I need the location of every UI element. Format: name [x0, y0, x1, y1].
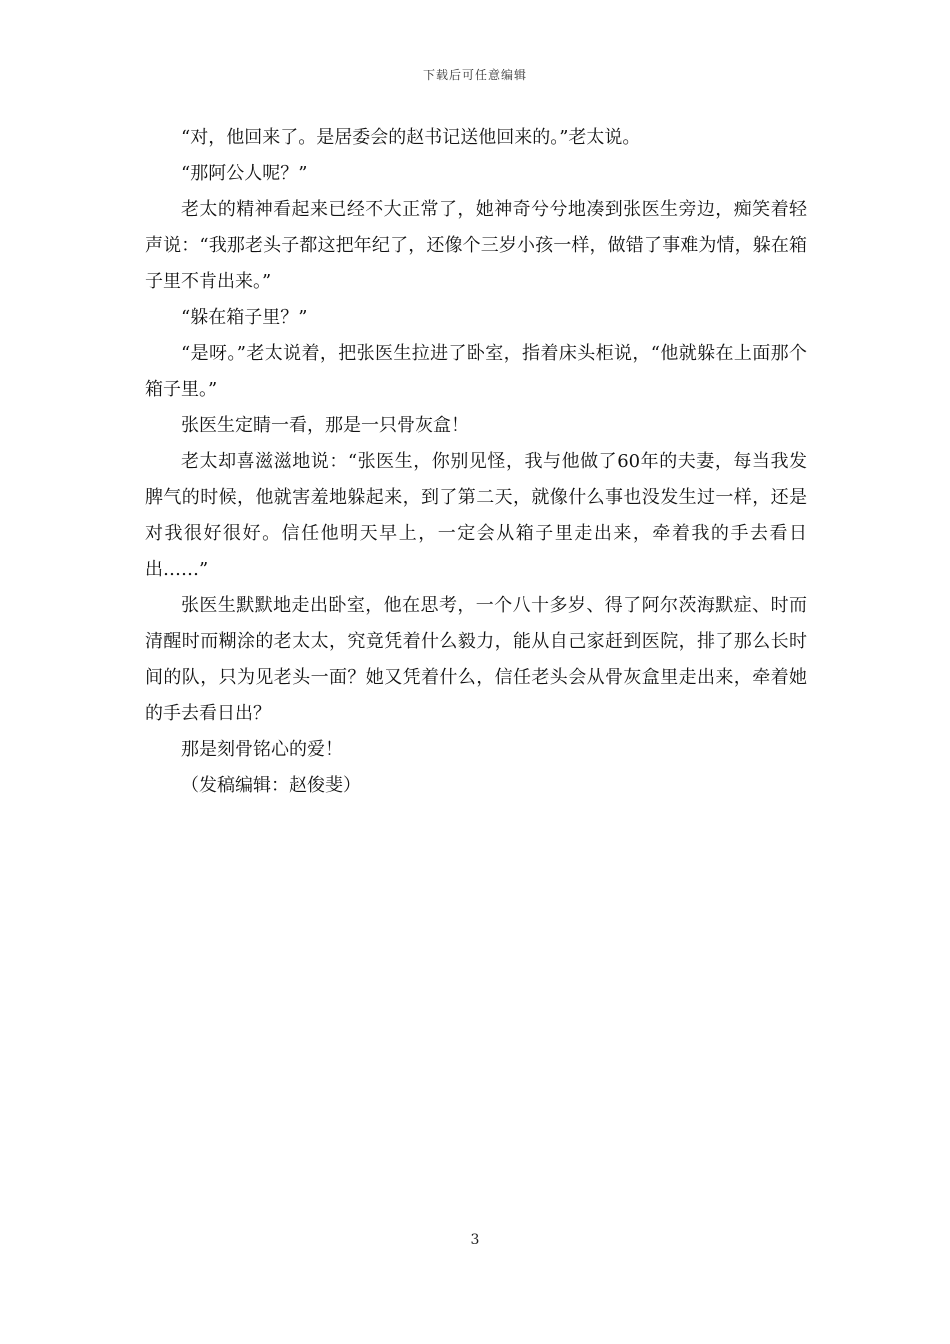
paragraph-1: “对，他回来了。是居委会的赵书记送他回来的。”老太说。	[181, 127, 641, 148]
page-header: 下载后可任意编辑	[422, 68, 527, 82]
paragraph-6: 张医生定睛一看，那是一只骨灰盒！	[181, 415, 469, 436]
paragraph-5: “是呀。”老太说着，把张医生拉进了卧室，指着床头柜说，“他就躲在上面那个箱子里。”	[145, 343, 807, 400]
page-number: 3	[470, 1232, 480, 1248]
paragraph-2: “那阿公人呢？”	[181, 163, 308, 184]
article-body	[145, 120, 807, 804]
paragraph-8: 张医生默默地走出卧室，他在思考，一个八十多岁、得了阿尔茨海默症、时而清醒时而糊涂的老太太，究竟凭着什么毅力，能从自己家赶到医院，排了那么长时间的队，只为见老头一面？她又凭着什么，信任老头会从骨灰盒里走出来，牵着她的手去看日出？	[145, 595, 807, 724]
paragraph-9: 那是刻骨铭心的爱！	[181, 739, 343, 760]
editor-credit: （发稿编辑：赵俊斐）	[181, 775, 361, 796]
paragraph-4: “躲在箱子里？”	[181, 307, 308, 328]
paragraph-3: 老太的精神看起来已经不大正常了，她神奇兮兮地凑到张医生旁边，痴笑着轻声说：“我那老头子都这把年纪了，还像个三岁小孩一样，做错了事难为情，躲在箱子里不肯出来。”	[145, 199, 807, 292]
paragraph-7: 老太却喜滋滋地说：“张医生，你别见怪，我与他做了60年的夫妻，每当我发脾气的时候，他就害羞地躲起来，到了第二天，就像什么事也没发生过一样，还是对我很好很好。信任他明天早上，一定会从箱子里走出来，牵着我的手去看日出……”	[145, 451, 807, 580]
